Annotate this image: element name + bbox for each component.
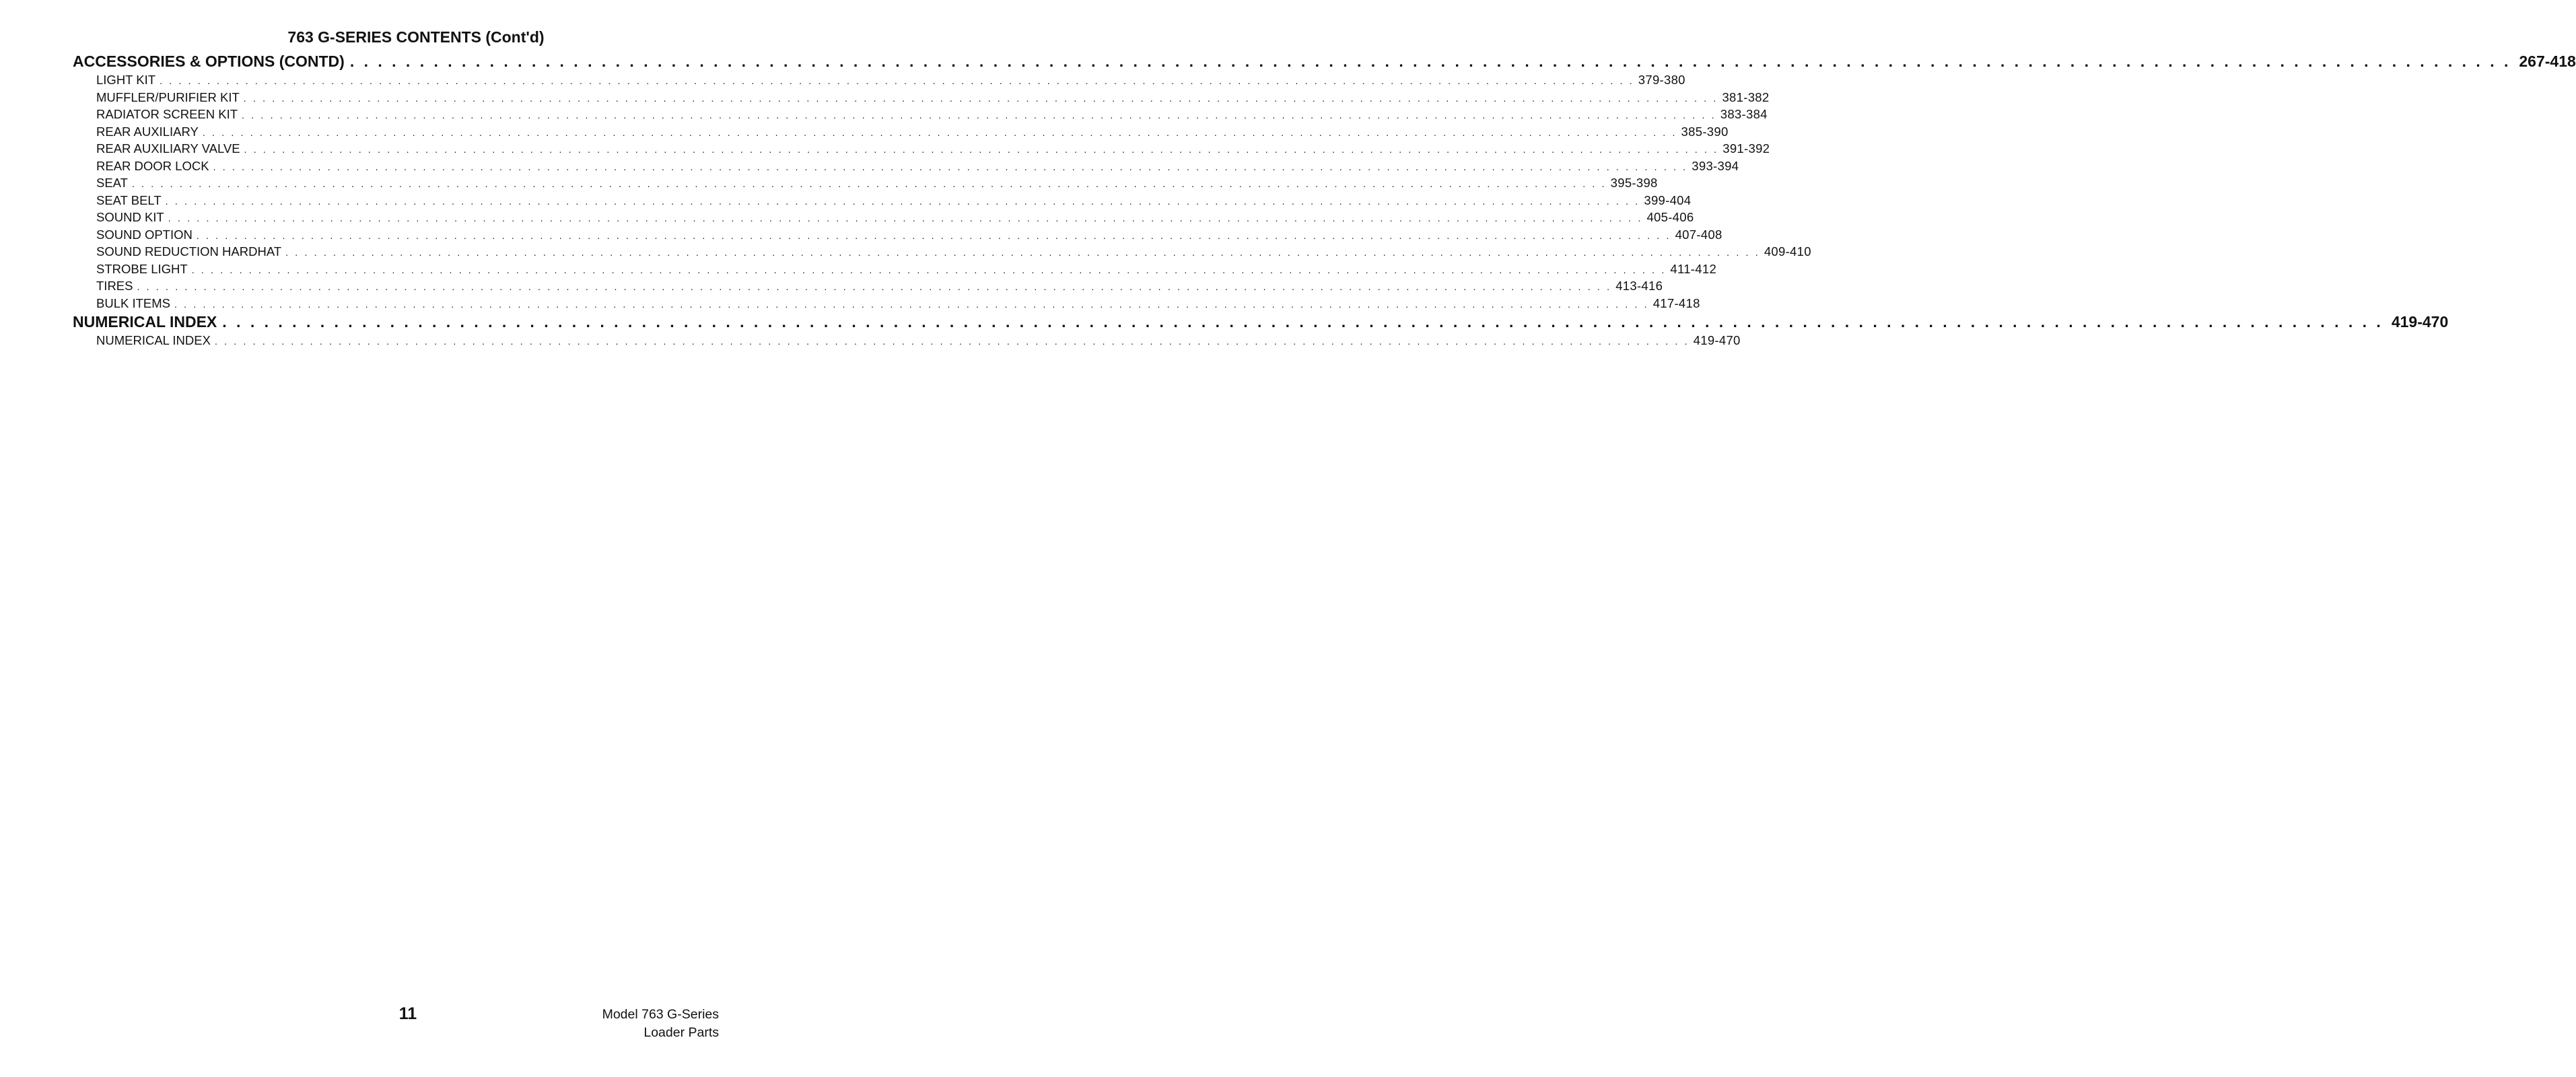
entry-label: MUFFLER/PURIFIER KIT bbox=[96, 90, 240, 104]
toc-entry[interactable] bbox=[73, 123, 1729, 141]
entry-pages: 407-408 bbox=[1675, 227, 1722, 242]
dot-leader: . . . . . . . . . . . . . . . . . . . . . . . . . . . . . . . . . . . . . . . . . . . . . . . . . . . . . . . . . . . . . . . . . . . . . . . . . . . . . . . . . . . . . . . . . . . . . . . . . . . . . . . . . . . . . . . . . . . . . . . . . . . . . . . . . . . . . . . . . . . . . . . . . . . . . . . . . . . bbox=[131, 178, 1607, 189]
entry-label: SOUND KIT bbox=[96, 210, 164, 224]
entry-pages: 417-418 bbox=[1652, 296, 1700, 310]
entry-label: RADIATOR SCREEN KIT bbox=[96, 107, 238, 121]
entry-pages: 379-380 bbox=[1638, 73, 1685, 87]
entry-label: SOUND OPTION bbox=[96, 227, 193, 242]
dot-leader: . . . . . . . . . . . . . . . . . . . . . . . . . . . . . . . . . . . . . . . . . . . . . . . . . . . . . . . . . . . . . . . . . . . . . . . . . . . . . . . . . . . . . . . . . . . . . . . . . . . . . . . . . . . . . . . . . . . . . . . . . . . . . . . . . . . . . . . . . . . . . . . . . . . . . . . . . . . bbox=[174, 298, 1649, 310]
toc-entry[interactable] bbox=[73, 140, 1770, 158]
entry-pages: 411-412 bbox=[1670, 261, 1717, 276]
dot-leader: . . . . . . . . . . . . . . . . . . . . . . . . . . . . . . . . . . . . . . . . . . . . . . . . . . . . . . . . . . . . . . . . . . . . . . . . . . . . . . . . . . . . . . . . . . . . . . . . . . . . . . . . . . . . . . . . . . . . . . . . . . . . . . . . . . . . . . . . . . . . . . . . . . . . . . . . . . . bbox=[191, 264, 1667, 275]
page-title: 763 G-SERIES CONTENTS (Cont'd) bbox=[287, 28, 545, 46]
dot-leader: . . . . . . . . . . . . . . . . . . . . . . . . . . . . . . . . . . . . . . . . . . . . . . . . . . . . . . . . . . . . . . . . . . . . . . . . . . . . . . . . . . . . . . . . . . . . . . . . . . . . . . . . . . . . . . . . . . . . . . . . . . . . . . . . . . . . . . . . . . . . . . . . . . . . . . . . . . . bbox=[242, 110, 1716, 120]
dot-leader: . . . . . . . . . . . . . . . . . . . . . . . . . . . . . . . . . . . . . . . . . . . . . . . . . . . . . . . . . . . . . . . . . . . . . . . . . . . . . . . . . . . . . . . . . . . . . . . . . . . . . . . . . . . . . . . . . . . . . . . . . . . . . . . . . . . . . . . . . . . . . . . . . . . . . . . . . . . bbox=[202, 127, 1677, 138]
section-pages: 419-470 bbox=[2391, 313, 2449, 331]
entry-pages: 385-390 bbox=[1681, 124, 1729, 139]
toc-entry[interactable] bbox=[73, 295, 1700, 312]
entry-pages: 383-384 bbox=[1720, 107, 1768, 121]
dot-leader: . . . . . . . . . . . . . . . . . . . . . . . . . . . . . . . . . . . . . . . . . . . . . . . . . . . . . . . . . . . . . . . . . . . . . . . . . . . . . . . . . . . . . . . . . . . . . . . . . . . . . . . . . . . . . . . . . . . . . . . . . . . . . . . . . . . . . . . . . . . . . . . . . . . . . . . . . . . bbox=[214, 336, 1690, 347]
dot-leader: . . . . . . . . . . . . . . . . . . . . . . . . . . . . . . . . . . . . . . . . . . . . . . . . . . . . . . . . . . . . . . . . . . . . . . . . . . . . . . . . . . . . . . . . . . . . . . . . . . . . . . . . . . . . . . . . . . . . . . . . . . . . . . . . . . . . . . . . . . . . . . . . . . . . . . . . . . . bbox=[137, 281, 1612, 292]
section-pages: 267-418 bbox=[2519, 53, 2576, 70]
toc-entry[interactable] bbox=[73, 192, 1692, 209]
entry-label: SOUND REDUCTION HARDHAT bbox=[96, 244, 282, 258]
toc-entry[interactable] bbox=[73, 158, 1739, 175]
entry-label: NUMERICAL INDEX bbox=[96, 333, 211, 347]
dot-leader: . . . . . . . . . . . . . . . . . . . . . . . . . . . . . . . . . . . . . . . . . . . . . . . . . . . . . . . . . . . . . . . . . . . . . . . . . . . . . . . . . . . . . . . . . . . . . . . . . . . . . . . . . . . . . . . . . . . . . . . . . . . . . . . . . . . . . . . . . . . . . . . . . . . . . . . . . . . bbox=[213, 161, 1688, 172]
entry-pages: 409-410 bbox=[1764, 244, 1811, 258]
toc-section-accessories[interactable] bbox=[73, 51, 2576, 71]
dot-leader: . . . . . . . . . . . . . . . . . . . . . . . . . . . . . . . . . . . . . . . . . . . . . . . . . . . . . . . . . . . . . . . . . . . . . . . . . . . . . . . . . . . . . . . . . . . . . . . . . . . . . . . . . . . . . . . . . . . . . . . . . . . . . . . . . . . . . . . . . . . . . . . . . . . . . . . . . . . bbox=[244, 144, 1719, 155]
toc-entry[interactable] bbox=[73, 209, 1694, 226]
entry-pages: 405-406 bbox=[1646, 210, 1694, 224]
dot-leader: . . . . . . . . . . . . . . . . . . . . . . . . . . . . . . . . . . . . . . . . . . . . . . . . . . . . . . . . . . . . . . . . . . . . . . . . . . . . . . . . . . . . . . . . . . . . . . . . . . . . . . . . . . . . . . . . . . . . . . . . . . . . . . . . . . . . . . . . . . . . . . . . . . . . . . . . . . . bbox=[285, 247, 1760, 258]
entry-label: SEAT bbox=[96, 176, 128, 190]
entry-label: BULK ITEMS bbox=[96, 296, 170, 310]
entry-label: STROBE LIGHT bbox=[96, 261, 188, 276]
section-label: NUMERICAL INDEX bbox=[73, 313, 217, 331]
footer-model-line: Model 763 G-Series bbox=[602, 1007, 719, 1022]
entry-label: SEAT BELT bbox=[96, 193, 162, 207]
entry-label: LIGHT KIT bbox=[96, 73, 156, 87]
footer-model-line: Loader Parts bbox=[643, 1025, 719, 1040]
dot-leader: . . . . . . . . . . . . . . . . . . . . . . . . . . . . . . . . . . . . . . . . . . . . . . . . . . . . . . . . . . . . . . . . . . . . . . . . . . . . . . . . . . . . . . . . . . . . . . . . . . . . . . . . . . . . . . . . . . . . . . . . . . . . . . . . . . . . . . . . . . . . . . . . . . . . . . . . . . . bbox=[165, 195, 1640, 207]
toc-entry[interactable] bbox=[73, 277, 1663, 295]
toc-section-numerical-index[interactable] bbox=[73, 312, 2449, 332]
toc-entry[interactable] bbox=[73, 71, 1685, 89]
dot-leader: . . . . . . . . . . . . . . . . . . . . . . . . . . . . . . . . . . . . . . . . . . . . . . . . . . . . . . . . . . . . . . . . . . . . . . . . . . . . . . . . . . . . . . . . . . . . . . . . . . . . . . . . . . . . . . . . . . . . . . . . . . . . . . . . . . . . . . . . . . . . . . . . . . . . . . . . . . . bbox=[243, 92, 1718, 104]
entry-label: REAR AUXILIARY bbox=[96, 124, 199, 139]
toc-entry[interactable] bbox=[73, 243, 1811, 260]
dot-leader: . . . . . . . . . . . . . . . . . . . . . . . . . . . . . . . . . . . . . . . . . . . . . . . . . . . . . . . . . . . . . . . . . . . . . . . . . . . . . . . . . . . . . . . . . . . . . . . . . . . . . . . . . . . . . . . . . . . . . . . . . . . . . . . . . . . . . . . . . . . . . . . . . . . . . . . . . . . bbox=[168, 213, 1643, 223]
dot-leader: . . . . . . . . . . . . . . . . . . . . . . . . . . . . . . . . . . . . . . . . . . . . . . . . . . . . . . . . . . . . . . . . . . . . . . . . . . . . . . . . . . . . . . . . . . . . . . . . . . . . . . . . . . . . . . . . . . . . . . . . . . . . . . . . . . . . . . . . . . . . . . . . . . . . . . . . . . . bbox=[349, 53, 2511, 70]
entry-label: REAR AUXILIARY VALVE bbox=[96, 141, 240, 155]
section-label: ACCESSORIES & OPTIONS (CONTD) bbox=[73, 53, 345, 70]
toc-entry[interactable] bbox=[73, 89, 1770, 106]
entry-pages: 413-416 bbox=[1615, 279, 1663, 293]
table-of-contents bbox=[73, 51, 2576, 349]
dot-leader: . . . . . . . . . . . . . . . . . . . . . . . . . . . . . . . . . . . . . . . . . . . . . . . . . . . . . . . . . . . . . . . . . . . . . . . . . . . . . . . . . . . . . . . . . . . . . . . . . . . . . . . . . . . . . . . . . . . . . . . . . . . . . . . . . . . . . . . . . . . . . . . . . . . . . . . . . . . bbox=[160, 75, 1634, 86]
page-number: 11 bbox=[398, 1004, 417, 1023]
entry-pages: 399-404 bbox=[1644, 193, 1692, 207]
dot-leader: . . . . . . . . . . . . . . . . . . . . . . . . . . . . . . . . . . . . . . . . . . . . . . . . . . . . . . . . . . . . . . . . . . . . . . . . . . . . . . . . . . . . . . . . . . . . . . . . . . . . . . . . . . . . . . . . . . . . . . . . . . . . . . . . . . . . . . . . . . . . . . . . . . . . . . . . . . . bbox=[196, 230, 1671, 241]
toc-entry[interactable] bbox=[73, 260, 1717, 278]
toc-entry[interactable] bbox=[73, 226, 1722, 244]
entry-pages: 419-470 bbox=[1693, 333, 1741, 347]
entry-pages: 393-394 bbox=[1692, 158, 1739, 173]
entry-pages: 381-382 bbox=[1722, 90, 1770, 104]
toc-entry[interactable] bbox=[73, 106, 1768, 123]
toc-entry[interactable] bbox=[73, 332, 1741, 349]
toc-entry[interactable] bbox=[73, 174, 1658, 192]
entry-pages: 395-398 bbox=[1610, 176, 1658, 190]
footer-model-info bbox=[602, 1006, 719, 1042]
entry-label: TIRES bbox=[96, 279, 133, 293]
entry-pages: 391-392 bbox=[1722, 141, 1770, 155]
dot-leader: . . . . . . . . . . . . . . . . . . . . . . . . . . . . . . . . . . . . . . . . . . . . . . . . . . . . . . . . . . . . . . . . . . . . . . . . . . . . . . . . . . . . . . . . . . . . . . . . . . . . . . . . . . . . . . . . . . . . . . . . . . . . . . . . . . . . . . . . . . . . . . . . . . . . . . . . . . . bbox=[222, 313, 2383, 331]
entry-label: REAR DOOR LOCK bbox=[96, 158, 209, 173]
